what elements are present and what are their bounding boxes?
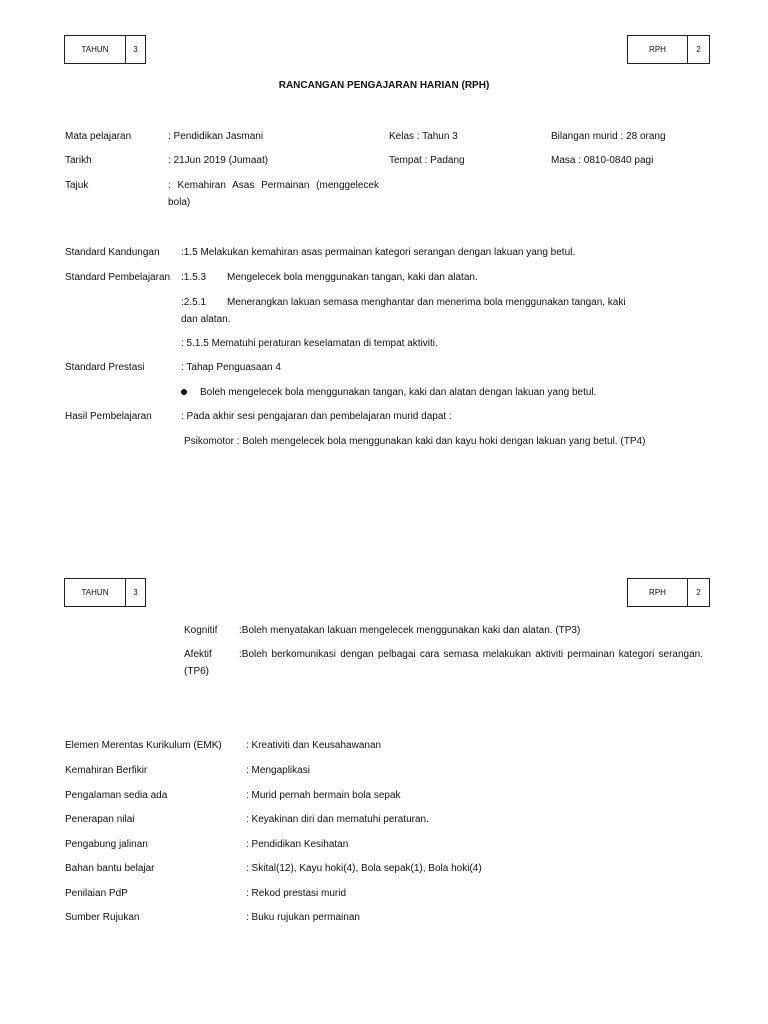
year-box-2 (64, 578, 146, 607)
rph-box-2 (627, 578, 710, 607)
detail-value-values: : Keyakinan diri dan mematuhi peraturan. (246, 814, 429, 825)
detail-label-prior: Pengalaman sedia ada (65, 790, 168, 801)
psychomotor-text: Psikomotor : Boleh mengelecek bola menggunakan kaki dan kayu hoki dengan lakuan yang betul. (TP4) (184, 436, 646, 447)
learning-standard-2-text: Menerangkan lakuan semasa menghantar dan menerima bola menggunakan tangan, kaki (227, 297, 626, 308)
date-value: : 21Jun 2019 (Jumaat) (168, 155, 269, 166)
year-label-2: TAHUN (81, 588, 109, 597)
year-label: TAHUN (81, 45, 109, 54)
content-standard-label: Standard Kandungan (65, 247, 160, 258)
subject-label: Mata pelajaran (65, 131, 132, 142)
year-box (64, 35, 146, 64)
rph-label-2: RPH (649, 588, 666, 597)
detail-label-emk: Elemen Merentas Kurikulum (EMK) (65, 740, 222, 751)
page-number-2: 2 (687, 579, 709, 606)
affective-cont: (TP6) (184, 666, 209, 677)
rph-label: RPH (649, 45, 666, 54)
document-title: RANCANGAN PENGAJARAN HARIAN (RPH) (278, 80, 490, 91)
detail-value-thinking: : Mengaplikasi (246, 765, 310, 776)
detail-value-prior: : Murid pernah bermain bola sepak (246, 790, 401, 801)
topic-label: Tajuk (65, 180, 89, 191)
detail-value-reference: : Buku rujukan permainan (246, 912, 360, 923)
rph-box (627, 35, 710, 64)
subject-value: : Pendidikan Jasmani (168, 131, 264, 142)
class-value: Kelas : Tahun 3 (389, 131, 458, 142)
place-value: Tempat : Padang (389, 155, 465, 166)
learning-outcome-label: Hasil Pembelajaran (65, 411, 152, 422)
cognitive-value: :Boleh menyatakan lakuan mengelecek menggunakan kaki dan alatan. (TP3) (239, 625, 581, 636)
performance-standard-label: Standard Prestasi (65, 362, 145, 373)
detail-value-integration: : Pendidikan Kesihatan (246, 839, 349, 850)
performance-bullet-text: Boleh mengelecek bola menggunakan tangan, kaki dan alatan dengan lakuan yang betul. (200, 387, 597, 398)
learning-standard-1-text: Mengelecek bola menggunakan tangan, kaki dan alatan. (227, 272, 478, 283)
learning-standard-2-cont: dan alatan. (181, 314, 231, 325)
performance-standard-value: : Tahap Penguasaan 4 (181, 362, 281, 373)
topic-line-1: : Kemahiran Asas Permainan (menggelecek (168, 180, 379, 191)
year-value-2: 3 (125, 579, 145, 606)
affective-value: :Boleh berkomunikasi dengan pelbagai cara semasa melakukan aktiviti permainan kategori serangan. (239, 649, 703, 660)
learning-standard-3: : 5.1.5 Mematuhi peraturan keselamatan di tempat aktiviti. (181, 338, 438, 349)
students-value: Bilangan murid : 28 orang (551, 131, 666, 142)
detail-value-materials: : Skital(12), Kayu hoki(4), Bola sepak(1), Bola hoki(4) (246, 863, 482, 874)
bullet-icon (181, 389, 187, 395)
detail-value-emk: : Kreativiti dan Keusahawanan (246, 740, 382, 751)
detail-label-thinking: Kemahiran Berfikir (65, 765, 148, 776)
detail-value-assessment: : Rekod prestasi murid (246, 888, 347, 899)
learning-standard-2-code: :2.5.1 (181, 297, 207, 308)
detail-label-materials: Bahan bantu belajar (65, 863, 155, 874)
content-standard-value: :1.5 Melakukan kemahiran asas permainan kategori serangan dengan lakuan yang betul. (181, 247, 576, 258)
year-value: 3 (125, 36, 145, 63)
learning-standard-label: Standard Pembelajaran (65, 272, 171, 283)
detail-label-values: Penerapan nilai (65, 814, 135, 825)
detail-label-assessment: Penilaian PdP (65, 888, 128, 899)
topic-line-2: bola) (168, 197, 191, 208)
cognitive-label: Kognitif (184, 625, 218, 636)
detail-label-reference: Sumber Rujukan (65, 912, 140, 923)
learning-outcome-value: : Pada akhir sesi pengajaran dan pembelajaran murid dapat : (181, 411, 452, 422)
affective-label: Afektif (184, 649, 212, 660)
detail-label-integration: Pengabung jalinan (65, 839, 148, 850)
page-number: 2 (687, 36, 709, 63)
date-label: Tarikh (65, 155, 92, 166)
learning-standard-1-code: :1.5.3 (181, 272, 207, 283)
time-value: Masa : 0810-0840 pagi (551, 155, 654, 166)
